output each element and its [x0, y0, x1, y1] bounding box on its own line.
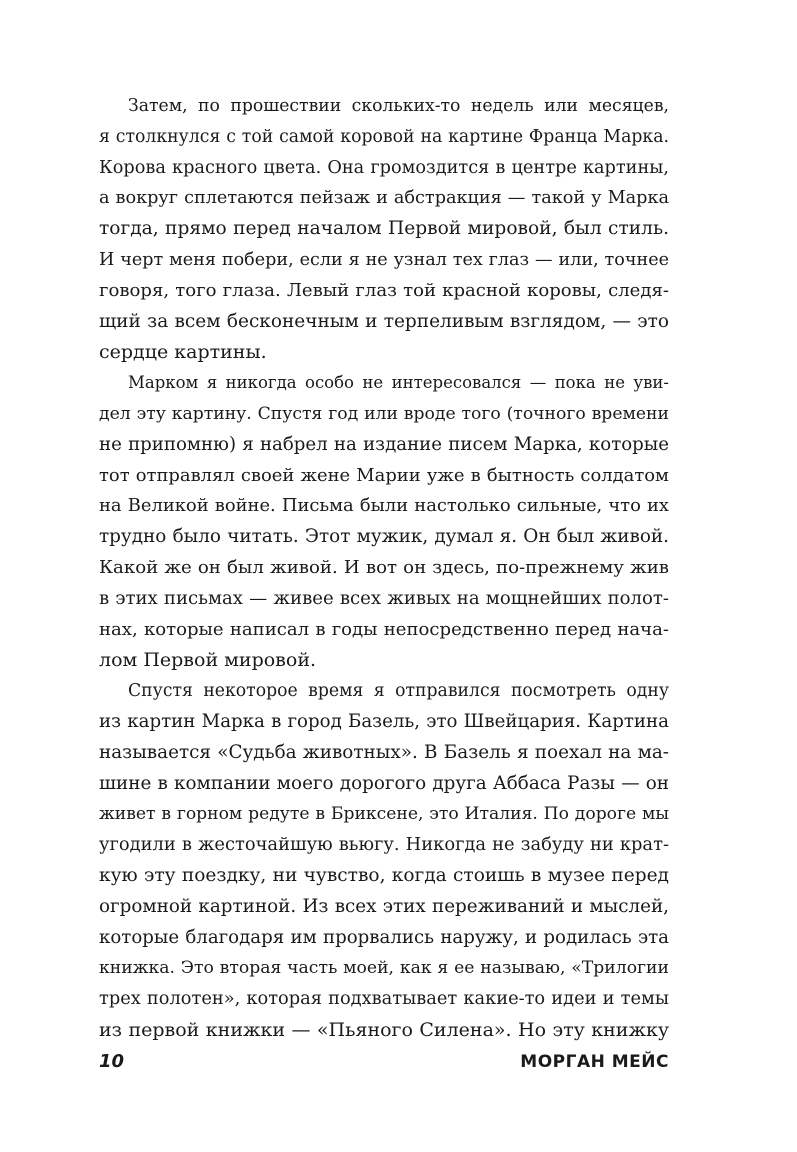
page-number: 10	[99, 1051, 125, 1072]
text-line: лом Первой мировой.	[99, 649, 317, 672]
text-line: щий за всем бесконечным и терпеливым взглядом, — это	[99, 310, 669, 332]
text-line: трудно было читать. Этот мужик, думал я. Он был живой.	[99, 526, 669, 548]
paragraph-3	[99, 676, 669, 1046]
text-line: в этих письмах — живее всех живых на мощнейших полот-	[99, 587, 669, 609]
text-line: из первой книжки — «Пьяного Силена». Но эту книжку	[99, 1018, 669, 1041]
text-line: нах, которые написал в годы непосредственно перед нача-	[99, 618, 669, 640]
text-line: угодили в жесточайшую вьюгу. Никогда не забуду ни крат-	[99, 834, 669, 856]
text-line: говоря, того глаза. Левый глаз той красной коровы, следя-	[99, 279, 669, 301]
text-line: из картин Марка в город Базель, это Швейцария. Картина	[99, 710, 669, 732]
page-footer	[99, 1048, 669, 1076]
text-line: книжка. Это вторая часть моей, как я ее называю, «Трилогии	[99, 958, 669, 979]
text-line: а вокруг сплетаются пейзаж и абстракция — такой у Марка	[99, 188, 669, 209]
text-line: дел эту картину. Спустя год или вроде того (точного времени	[99, 403, 669, 424]
text-line: тот отправлял своей жене Марии уже в бытность солдатом	[99, 464, 669, 486]
paragraph-2	[99, 368, 669, 676]
text-line: кую эту поездку, ни чувство, когда стоишь в музее перед	[99, 864, 669, 886]
running-head-author: МОРГАН МЕЙС	[520, 1052, 669, 1072]
text-line: огромной картиной. Из всех этих переживаний и мыслей,	[99, 895, 669, 917]
paragraph-1	[99, 91, 669, 368]
text-line: тогда, прямо перед началом Первой мировой, был стиль.	[99, 218, 669, 240]
body-text	[99, 91, 669, 1046]
text-line: Какой же он был живой. И вот он здесь, по-прежнему жив	[99, 556, 669, 578]
text-line: называется «Судьба животных». В Базель я поехал на ма-	[99, 741, 669, 763]
text-line: живет в горном редуте в Бриксене, это Италия. По дороге мы	[99, 804, 669, 825]
text-line: трех полотен», которая подхватывает какие-то идеи и темы	[99, 988, 669, 1010]
text-line: не припомню) я набрел на издание писем Марка, которые	[99, 433, 669, 455]
text-line: сердце картины.	[99, 341, 267, 364]
text-line: на Великой войне. Письма были настолько сильные, что их	[99, 495, 669, 517]
text-line: Корова красного цвета. Она громоздится в центре картины,	[99, 157, 669, 178]
text-line: Марком я никогда особо не интересовался — пока не уви-	[128, 373, 669, 393]
text-line: И черт меня побери, если я не узнал тех глаз — или, точнее	[99, 249, 669, 270]
text-line: которые благодаря им прорвались наружу, и родилась эта	[99, 926, 669, 948]
text-line: Затем, по прошествии скольких-то недель или месяцев,	[128, 96, 669, 116]
text-line: Спустя некоторое время я отправился посмотреть одну	[128, 681, 669, 702]
text-line: я столкнулся с той самой коровой на картине Франца Марка.	[99, 126, 669, 147]
text-line: шине в компании моего дорогого друга Аббаса Разы — он	[99, 772, 669, 794]
